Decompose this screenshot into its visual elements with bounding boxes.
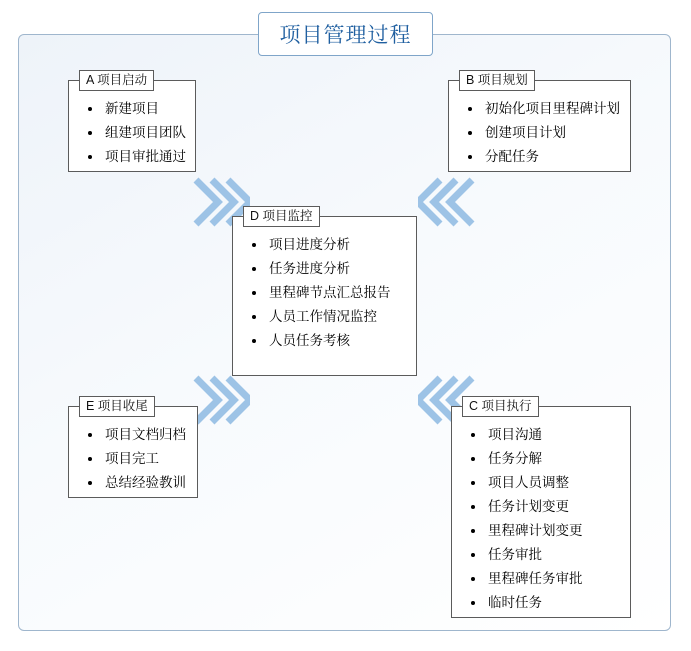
list-item: • 分配任务 [483,145,622,169]
node-b-items [449,81,630,177]
list-item: • 项目进度分析 [267,233,408,257]
node-d-items [233,217,416,361]
page-title: 项目管理过程 [279,24,412,47]
arrow-b-to-d [418,176,478,232]
list-item: • 任务计划变更 [486,495,622,519]
list-item: • 里程碑任务审批 [486,567,622,591]
list-item: • 组建项目团队 [103,121,187,145]
node-c-label: C 项目执行 [462,396,539,417]
list-item: • 临时任务 [486,591,622,615]
node-b-label: B 项目规划 [459,70,535,91]
node-c-project-execution[interactable] [451,399,631,618]
list-item: • 里程碑计划变更 [486,519,622,543]
node-a-items [69,81,195,177]
list-item: • 创建项目计划 [483,121,622,145]
list-item: • 项目沟通 [486,423,622,447]
node-a-project-initiation[interactable] [68,73,196,172]
list-item: • 项目审批通过 [103,145,187,169]
list-item: • 项目文档归档 [103,423,189,447]
node-e-project-closure[interactable] [68,399,198,498]
node-e-label: E 项目收尾 [79,396,155,417]
arrow-d-to-e [190,370,250,426]
list-item: • 任务分解 [486,447,622,471]
list-item: • 任务进度分析 [267,257,408,281]
list-item: • 任务审批 [486,543,622,567]
diagram-title-plate [258,12,433,56]
node-c-items [452,407,630,623]
node-d-project-monitoring[interactable] [232,209,417,376]
node-a-label: A 项目启动 [79,70,154,91]
list-item: • 里程碑节点汇总报告 [267,281,408,305]
list-item: • 人员任务考核 [267,329,408,353]
list-item: • 项目完工 [103,447,189,471]
node-e-items [69,407,197,503]
list-item: • 总结经验教训 [103,471,189,495]
node-d-label: D 项目监控 [243,206,320,227]
node-b-project-planning[interactable] [448,73,631,172]
list-item: • 新建项目 [103,97,187,121]
list-item: • 项目人员调整 [486,471,622,495]
list-item: • 人员工作情况监控 [267,305,408,329]
list-item: • 初始化项目里程碑计划 [483,97,622,121]
